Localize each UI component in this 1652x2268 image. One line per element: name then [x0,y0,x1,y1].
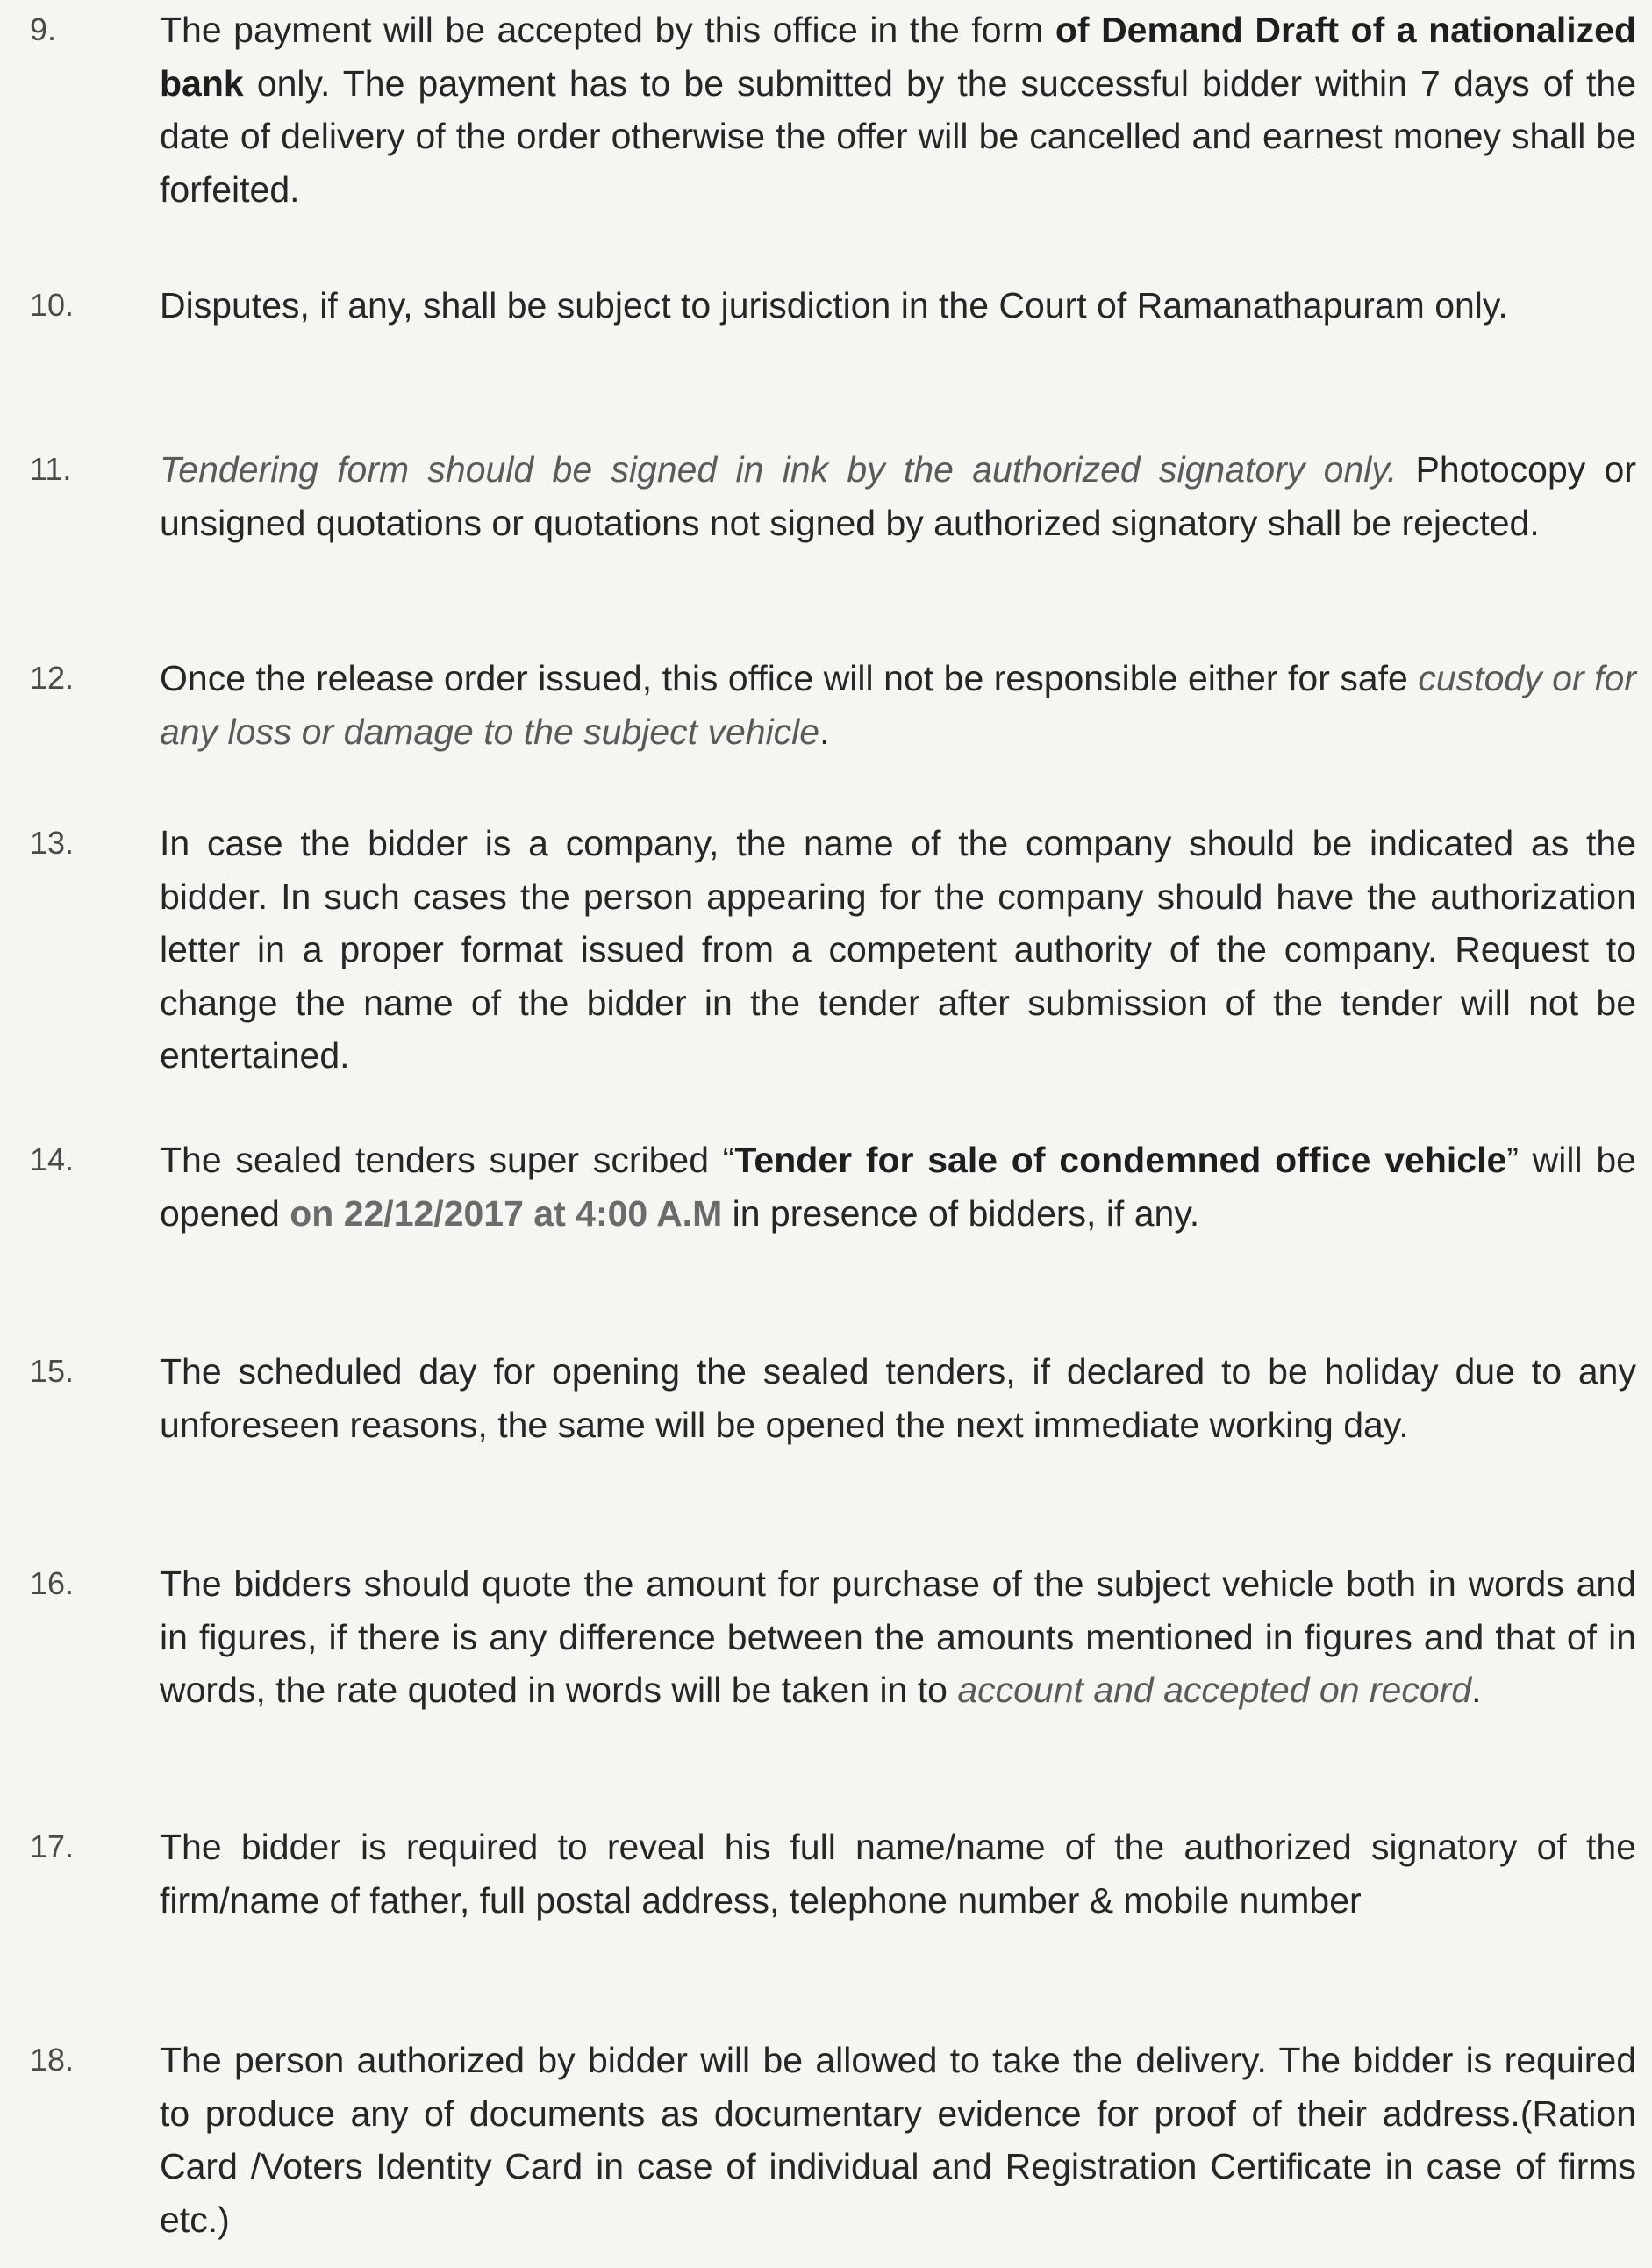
clause-text-part: In case the bidder is a company, the name of the company should be indicated as the bidder. In such cases the person appearing for the company should have the authorization letter in a proper format issued from a competent authority of the company. Request to change the name of the bidder in the tender after submission of the tender will not be entertained. [160,823,1636,1076]
clause-text [160,2034,1636,2246]
clause-text-italic: account and accepted on record [957,1670,1472,1710]
clause-17 [25,1821,1636,1927]
clause-text-part: The scheduled day for opening the sealed tenders, if declared to be holiday due to any unforeseen reasons, the same will be opened the next immediate working day. [160,1351,1636,1445]
clause-text-part: The person authorized by bidder will be allowed to take the delivery. The bidder is required to produce any of documents as documentary evidence for proof of their address.(Ration Card /Voters Identity Card in case of individual and Registration Certificate in case of firms etc.) [160,2040,1636,2240]
clause-18 [25,2034,1636,2246]
clause-text [160,443,1636,549]
clause-text [160,279,1636,333]
clause-9 [25,4,1636,216]
clause-text-italic: custody or for any loss or damage to the subject vehicle [160,658,1636,752]
clause-number: 18. [30,2042,75,2078]
clause-number: 14. [30,1141,75,1177]
clause-text-part: Disputes, if any, shall be subject to jurisdiction in the Court of Ramanathapuram only. [160,285,1508,326]
clause-text [160,817,1636,1083]
clause-text-part: in presence of bidders, if any. [722,1192,1200,1234]
clause-text-italic: Tendering form should be signed in ink by the authorized signatory only. [160,449,1398,490]
clause-text-part: The sealed tenders super scribed “ [160,1140,735,1180]
clause-number: 17. [30,1828,75,1864]
clause-text-part: . [819,711,830,752]
clause-text [160,1345,1636,1451]
clause-text-part: The payment will be accepted by this office in the form [160,10,1055,50]
clause-text-part: . [1471,1670,1482,1710]
clause-text [160,1821,1636,1927]
clause-12 [25,652,1636,758]
clause-number: 15. [30,1353,75,1389]
clause-16 [25,1557,1636,1717]
clause-15 [25,1345,1636,1451]
clause-14 [25,1134,1636,1240]
clause-13 [25,817,1636,1083]
clause-number: 13. [30,825,75,861]
clause-text-part: The bidder is required to reveal his full name/name of the authorized signatory of the firm/name of father, full postal address, telephone number & mobile number [160,1827,1636,1921]
clause-text-part: Once the release order issued, this office will not be responsible either for safe [160,658,1419,698]
opening-date-text: on 22/12/2017 at 4:00 A.M [290,1192,723,1234]
clause-text-part: only. The payment has to be submitted by the successful bidder within 7 days of the date of delivery of the order otherwise the offer will be cancelled and earnest money shall be forfeited. [160,62,1636,210]
clause-10 [25,279,1636,333]
clause-number: 16. [30,1565,75,1601]
clause-11 [25,443,1636,549]
clause-number: 11. [30,451,72,487]
clause-text-part: Photocopy or unsigned quotations or quotations not signed by authorized signatory shall be rejected. [160,449,1636,543]
clause-number: 9. [30,11,57,47]
clause-number: 12. [30,660,75,696]
clause-text-part: The bidders should quote the amount for purchase of the subject vehicle both in words and in figures, if there is any difference between the amounts mentioned in figures and that of in words, the rate quoted in words will be taken in to [160,1563,1636,1710]
clause-text-part: ” will be opened [160,1140,1636,1234]
clause-number: 10. [30,287,75,323]
clause-text-bold: Tender for sale of condemned office vehicle [734,1140,1507,1180]
clause-text [160,1557,1636,1717]
clause-text [160,652,1636,758]
clause-text [160,4,1636,216]
clause-text [160,1134,1636,1240]
clause-text-bold: of Demand Draft of a nationalized bank [160,10,1636,104]
